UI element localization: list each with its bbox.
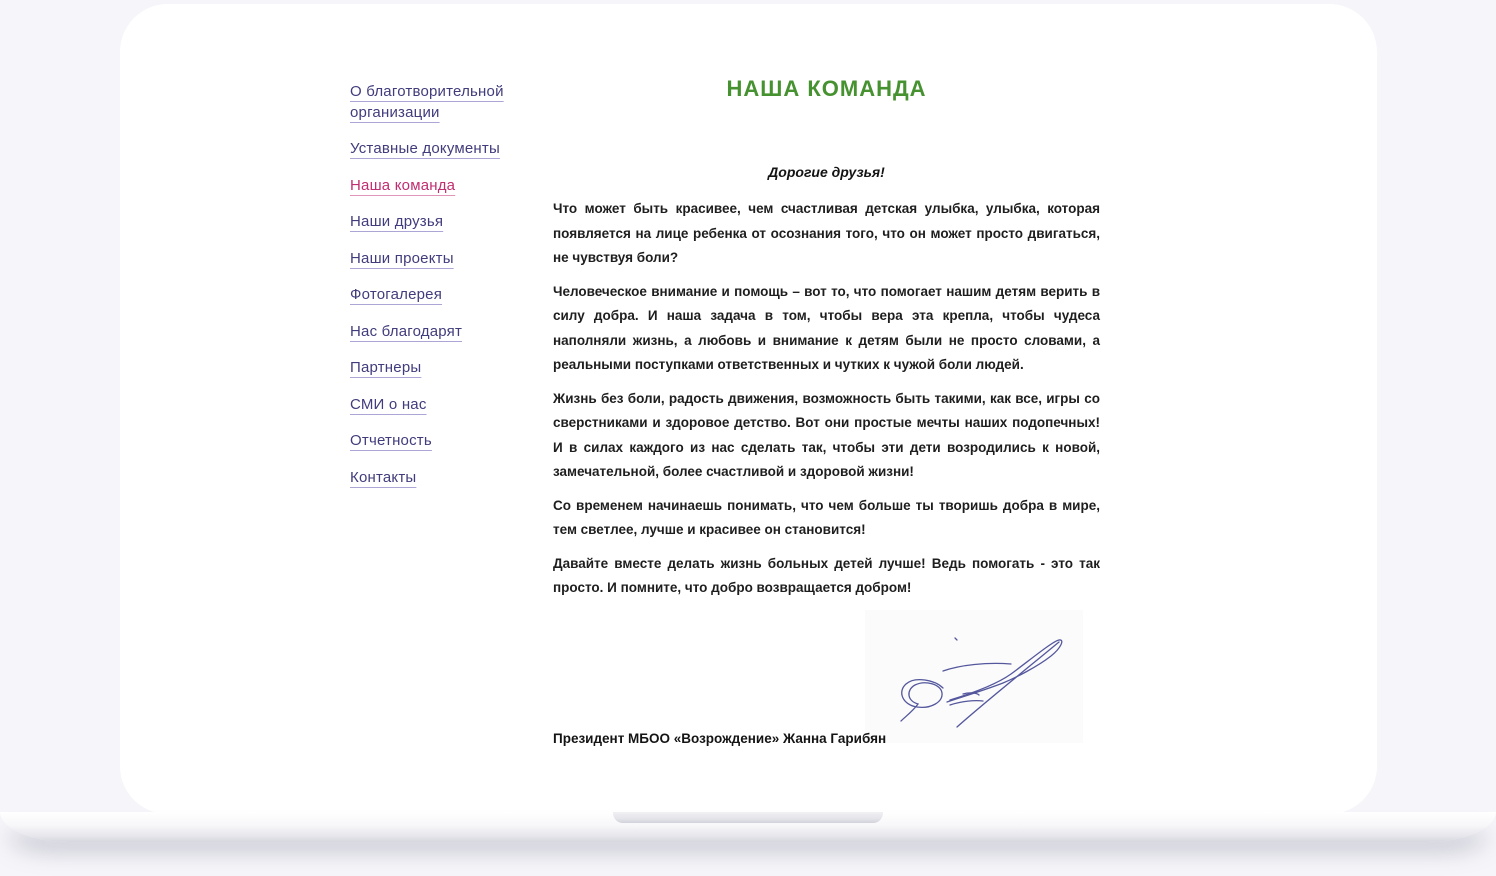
signature-caption: Президент МБОО «Возрождение» Жанна Гарибян [553, 730, 887, 746]
sidebar-item-about[interactable]: О благотворительной организации [350, 83, 504, 121]
signature-loop [947, 639, 1062, 701]
body-paragraph: Жизнь без боли, радость движения, возможность быть такими, как все, игры со сверстниками и здоровое детство. Вот они простые мечты наших подопечных! И в силах каждого из нас сделать так, чтобы эти дети возродились к новой, замечательной, более счастливой и здоровой жизни! [553, 390, 1100, 479]
body-paragraph: Со временем начинаешь понимать, что чем больше ты творишь добра в мире, тем светлее, лучше и красивее он становится! [553, 497, 1100, 537]
body-paragraph: Давайте вместе делать жизнь больных детей лучше! Ведь помогать - это так просто. И помните, что добро возвращается добром! [553, 555, 1100, 595]
body-paragraph: Человеческое внимание и помощь – вот то, что помогает нашим детям верить в силу добра. И наша задача в том, чтобы вера эта крепла, чтобы чудеса наполняли жизнь, а любовь и внимание к детям были не просто словами, а реальными поступками ответственных и чутких к чужой боли людей. [553, 283, 1100, 372]
laptop-screen [120, 4, 1377, 814]
sidebar-item-partners[interactable]: Партнеры [350, 359, 422, 376]
signature-diagonal [957, 642, 1059, 727]
base-notch [613, 812, 883, 823]
content [553, 76, 1100, 747]
sidebar-item-media[interactable]: СМИ о нас [350, 395, 427, 413]
sidebar-item-projects[interactable]: Наши проекты [350, 249, 454, 267]
sidebar [350, 82, 555, 504]
signature-top-bar [943, 663, 1011, 671]
sidebar-item-thanks[interactable]: Нас благодарят [350, 322, 463, 340]
signature-image [865, 610, 1083, 743]
salutation: Дорогие друзья! [768, 164, 885, 180]
page-title: НАША КОМАНДА [726, 76, 927, 101]
sidebar-item-reports[interactable]: Отчетность [350, 432, 432, 449]
signature-dash [950, 700, 983, 704]
sidebar-item-friends[interactable]: Наши друзья [350, 213, 444, 230]
signature-ovals [901, 679, 943, 720]
body-paragraph: Что может быть красивее, чем счастливая детская улыбка, улыбка, которая появляется на лице ребенка от осознания того, что он может просто двигаться, не чувствуя боли? [553, 201, 1100, 265]
letter-body [553, 162, 1100, 601]
sidebar-item-gallery[interactable]: Фотогалерея [350, 286, 443, 303]
signature-dot [955, 638, 957, 640]
sidebar-item-team[interactable]: Наша команда [350, 176, 456, 194]
sidebar-item-contacts[interactable]: Контакты [350, 468, 417, 486]
sidebar-item-documents[interactable]: Уставные документы [350, 140, 500, 157]
